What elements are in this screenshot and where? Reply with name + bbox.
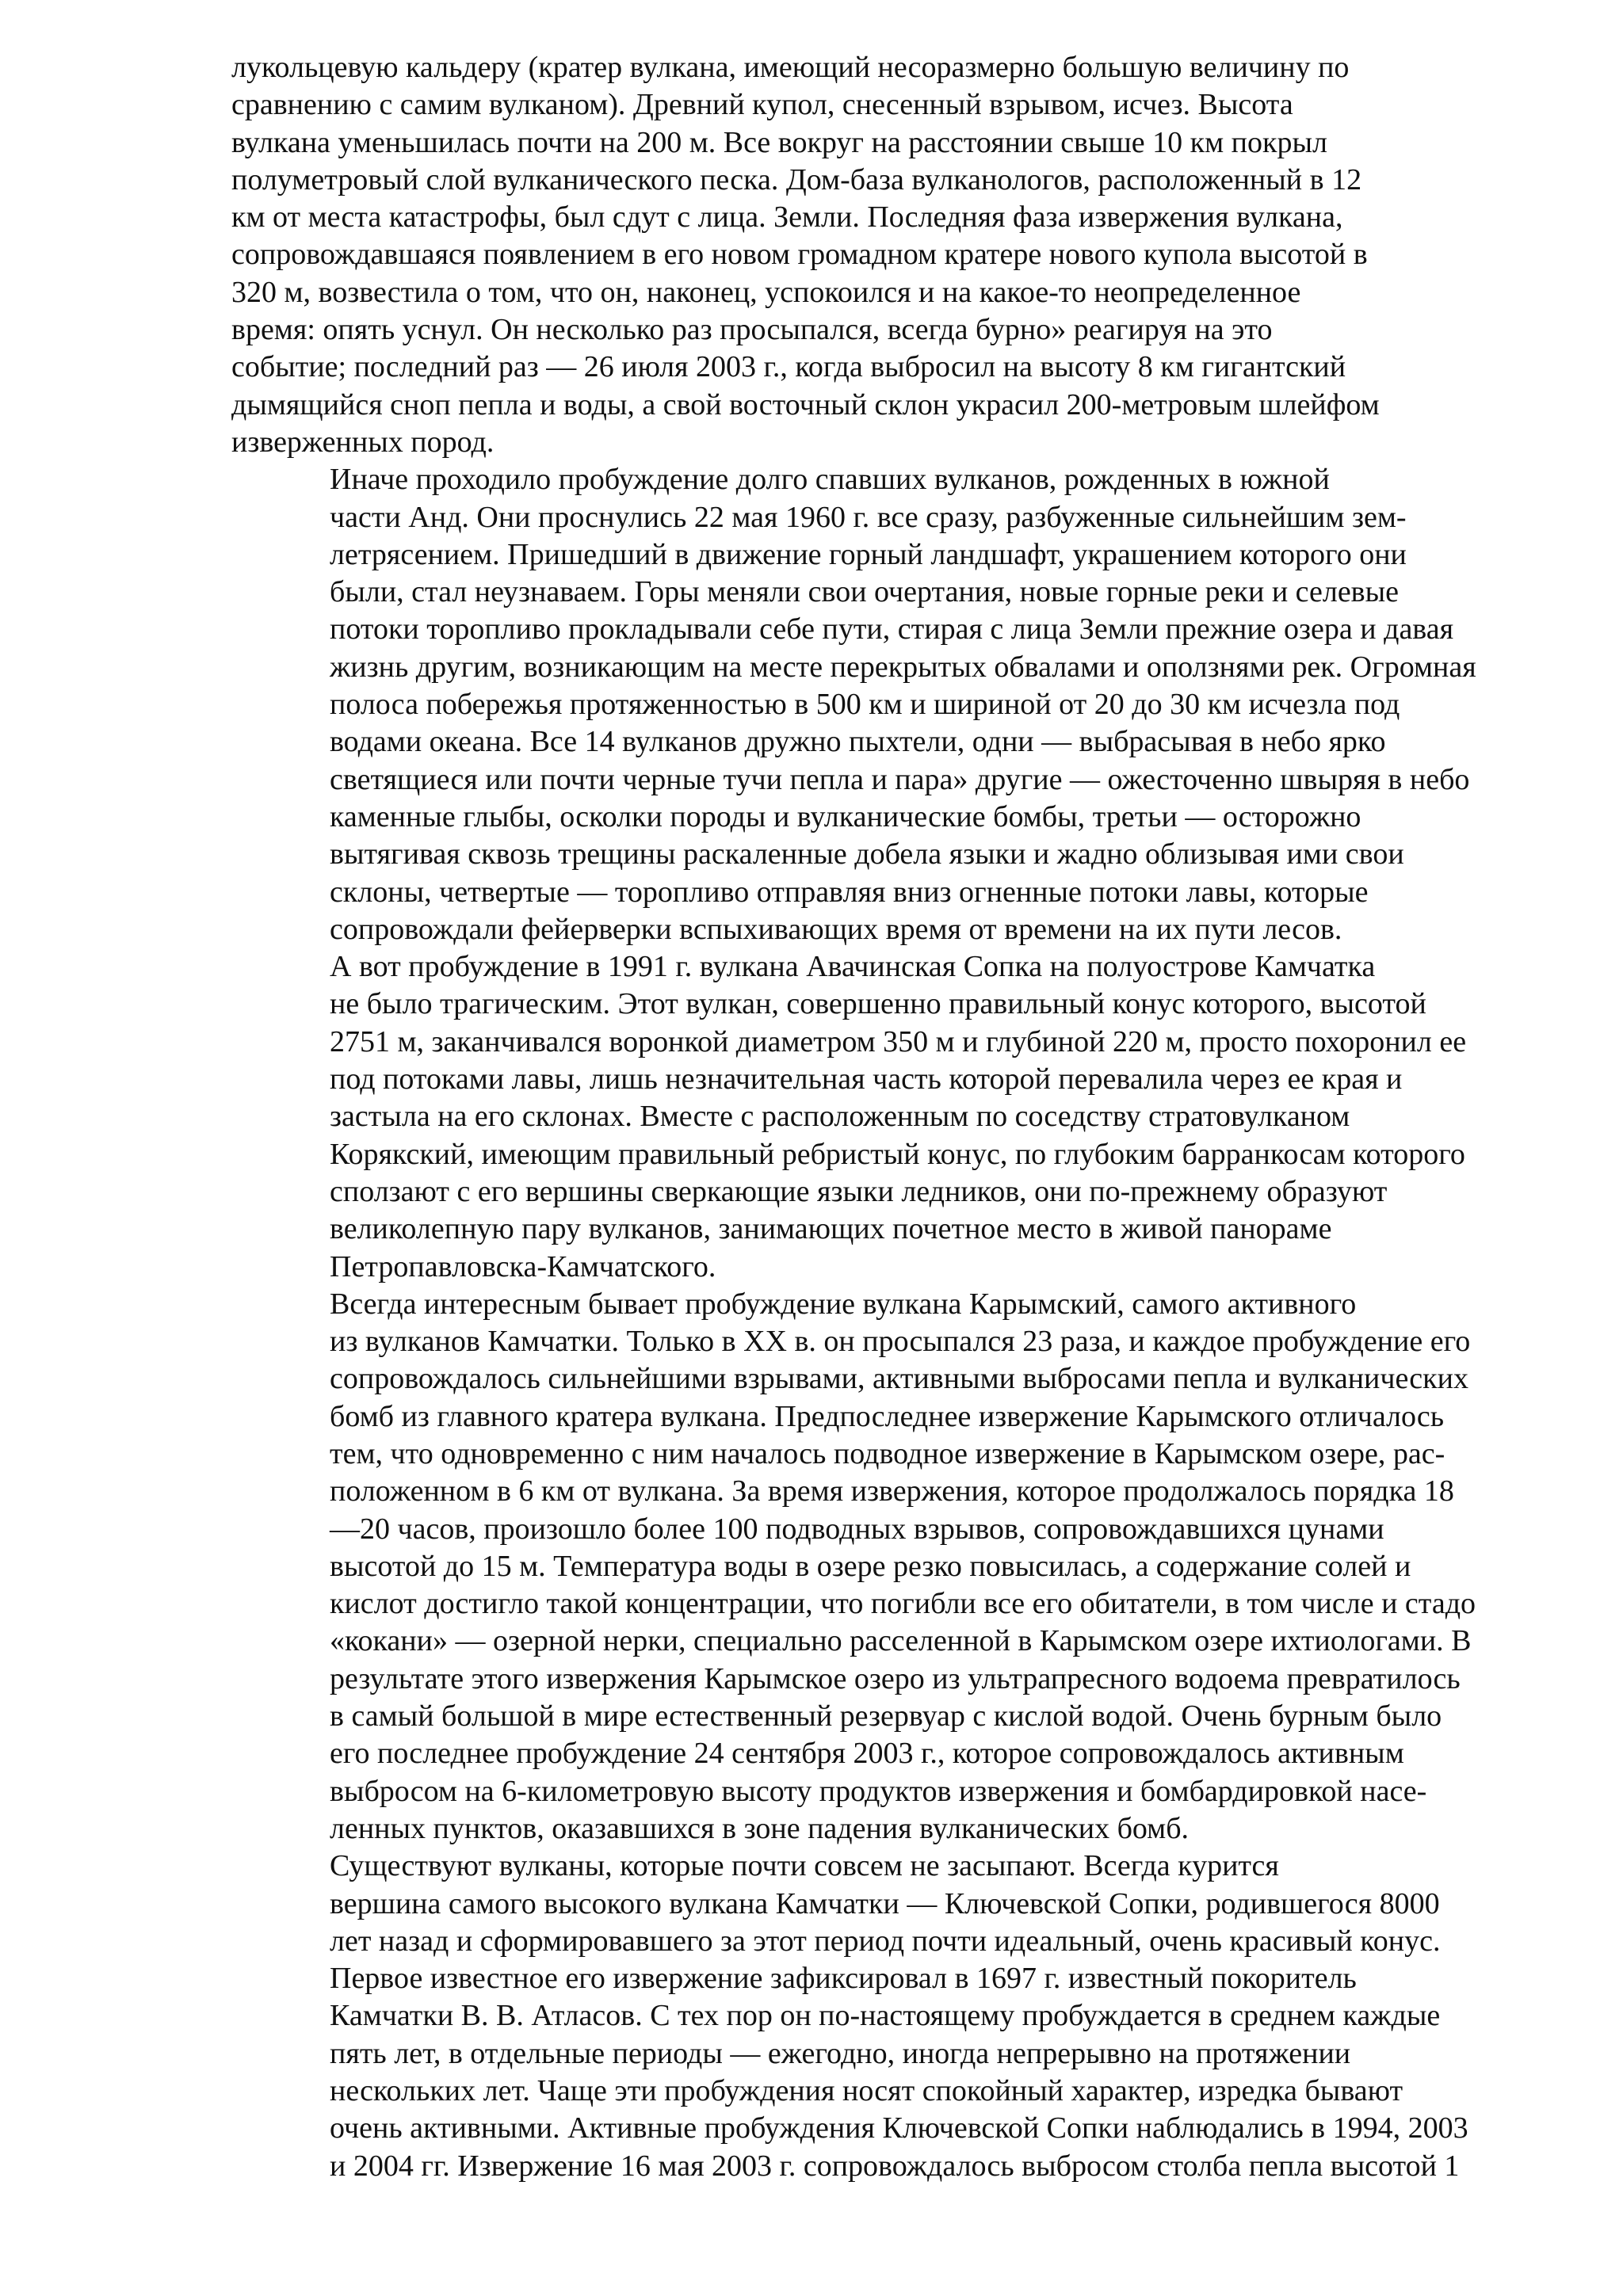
text-line: положенном в 6 км от вулкана. За время извержения, которое продолжалось порядка 18 [330, 1474, 1454, 1508]
paragraph-5 [231, 1848, 1479, 2185]
text-line: вулкана уменьшилась почти на 200 м. Все вокруг на расстоянии свыше 10 км покрыл [231, 125, 1327, 159]
text-line: каменные глыбы, осколки породы и вулканические бомбы, третьи — осторожно [330, 799, 1361, 833]
paragraph-3 [231, 948, 1479, 1286]
text-line: Иначе проходило пробуждение долго спавших вулканов, рожденных в южной [330, 463, 1330, 497]
text-line: полоса побережья протяженностью в 500 км и шириной от 20 до 30 км исчезла под [330, 688, 1400, 722]
text-line: «кокани» — озерной нерки, специально расселенной в Карымском озере ихтиологами. В [330, 1624, 1472, 1658]
document-page [231, 49, 1479, 2185]
text-line: и 2004 гг. Извержение 16 мая 2003 г. сопровождалось выбросом столба пепла высотой 1 [330, 2149, 1460, 2183]
text-line: вытягивая сквозь трещины раскаленные добела языки и жадно облизывая ими свои [330, 837, 1404, 871]
text-line: в самый большой в мире естественный резервуар с кислой водой. Очень бурным было [330, 1699, 1442, 1733]
text-line: водами океана. Все 14 вулканов дружно пыхтели, одни — выбрасывая в небо ярко [330, 725, 1386, 759]
text-line: очень активными. Активные пробуждения Ключевской Сопки наблюдались в 1994, 2003 [330, 2111, 1468, 2145]
text-line: А вот пробуждение в 1991 г. вулкана Авачинская Сопка на полуострове Камчатка [330, 950, 1376, 984]
text-line: части Анд. Они проснулись 22 мая 1960 г. все сразу, разбуженные сильнейшим зем- [330, 500, 1407, 534]
text-line: выбросом на 6-километровую высоту продуктов извержения и бомбардировкой насе- [330, 1774, 1427, 1808]
text-line: нескольких лет. Чаще эти пробуждения носят спокойный характер, изредка бывают [330, 2074, 1403, 2108]
text-line: не было трагическим. Этот вулкан, совершенно правильный конус которого, высотой [330, 987, 1426, 1021]
text-line: сравнению с самим вулканом). Древний купол, снесенный взрывом, исчез. Высота [231, 88, 1293, 122]
text-line: светящиеся или почти черные тучи пепла и пара» другие — ожесточенно швыряя в небо [330, 762, 1470, 796]
text-line: 2751 м, заканчивался воронкой диаметром 350 м и глубиной 220 м, просто похоронил ее [330, 1024, 1467, 1058]
text-line: —20 часов, произошло более 100 подводных взрывов, сопровождавшихся цунами [330, 1512, 1384, 1546]
text-line: его последнее пробуждение 24 сентября 2003 г., которое сопровождалось активным [330, 1737, 1404, 1771]
text-line: вершина самого высокого вулкана Камчатки — Ключевской Сопки, родившегося 8000 [330, 1886, 1440, 1920]
text-line: событие; последний раз — 26 июля 2003 г., когда выбросил на высоту 8 км гигантский [231, 350, 1346, 384]
text-line: пять лет, в отдельные периоды — ежегодно, иногда непрерывно на протяжении [330, 2036, 1351, 2070]
text-line: Камчатки В. В. Атласов. С тех пор он по-настоящему пробуждается в среднем каждые [330, 1999, 1441, 2033]
text-line: Существуют вулканы, которые почти совсем не засыпают. Всегда курится [330, 1849, 1279, 1883]
text-line: полуметровый слой вулканического песка. Дом-база вулканологов, расположенный в 12 [231, 162, 1362, 196]
text-line: Первое известное его извержение зафиксировал в 1697 г. известный покоритель [330, 1962, 1357, 1996]
text-line: сопровождали фейерверки вспыхивающих время от времени на их пути лесов. [330, 912, 1342, 946]
text-line: лукольцевую кальдеру (кратер вулкана, имеющий несоразмерно большую величину по [231, 51, 1350, 84]
text-line: были, стал неузнаваем. Горы меняли свои очертания, новые горные реки и селевые [330, 575, 1400, 609]
text-line: жизнь другим, возникающим на месте перекрытых обвалами и оползнями рек. Огромная [330, 650, 1476, 684]
text-line: бомб из главного кратера вулкана. Предпоследнее извержение Карымского отличалось [330, 1399, 1445, 1433]
text-line: км от места катастрофы, был сдут с лица. Земли. Последняя фаза извержения вулкана, [231, 200, 1343, 235]
text-line: сползают с его вершины сверкающие языки ледников, они по-прежнему образуют [330, 1174, 1388, 1208]
text-line: из вулканов Камчатки. Только в XX в. он просыпался 23 раза, и каждое пробуждение его [330, 1325, 1471, 1359]
text-line: Корякский, имеющим правильный ребристый конус, по глубоким барранкосам которого [330, 1137, 1465, 1171]
text-line: 320 м, возвестила о том, что он, наконец, успокоился и на какое-то неопределенное [231, 275, 1301, 309]
text-line: потоки торопливо прокладывали себе пути, стирая с лица Земли прежние озера и давая [330, 612, 1454, 646]
text-line: лет назад и сформировавшего за этот период почти идеальный, очень красивый конус. [330, 1924, 1441, 1958]
text-line: изверженных пород. [231, 425, 495, 459]
text-line: результате этого извержения Карымское озеро из ультрапресного водоема превратилось [330, 1661, 1461, 1695]
text-line: ленных пунктов, оказавшихся в зоне падения вулканических бомб. [330, 1811, 1190, 1845]
text-line: летрясением. Пришедший в движение горный ландшафт, украшением которого они [330, 537, 1407, 571]
text-line: под потоками лавы, лишь незначительная часть которой перевалила через ее края и [330, 1062, 1403, 1097]
text-line: Петропавловска-Камчатского. [330, 1249, 716, 1283]
text-line: дымящийся сноп пепла и воды, а свой восточный склон украсил 200-метровым шлейфом [231, 387, 1380, 421]
text-line: Всегда интересным бывает пробуждение вулкана Карымский, самого активного [330, 1287, 1357, 1321]
paragraph-2 [231, 461, 1479, 948]
paragraph-1 [231, 49, 1479, 461]
text-line: великолепную пару вулканов, занимающих почетное место в живой панораме [330, 1212, 1332, 1246]
text-line: время: опять уснул. Он несколько раз просыпался, всегда бурно» реагируя на это [231, 313, 1273, 347]
text-line: застыла на его склонах. Вместе с расположенным по соседству стратовулканом [330, 1100, 1350, 1134]
text-line: сопровождавшаяся появлением в его новом громадном кратере нового купола высотой в [231, 238, 1368, 272]
text-line: кислот достигло такой концентрации, что погибли все его обитатели, в том числе и стадо [330, 1587, 1476, 1621]
text-line: сопровождалось сильнейшими взрывами, активными выбросами пепла и вулканических [330, 1362, 1468, 1396]
text-line: высотой до 15 м. Температура воды в озере резко повысилась, а содержание солей и [330, 1549, 1411, 1583]
text-line: тем, что одновременно с ним началось подводное извержение в Карымском озере, рас- [330, 1436, 1445, 1470]
paragraph-4 [231, 1286, 1479, 1848]
text-line: склоны, четвертые — торопливо отправляя вниз огненные потоки лавы, которые [330, 875, 1369, 909]
